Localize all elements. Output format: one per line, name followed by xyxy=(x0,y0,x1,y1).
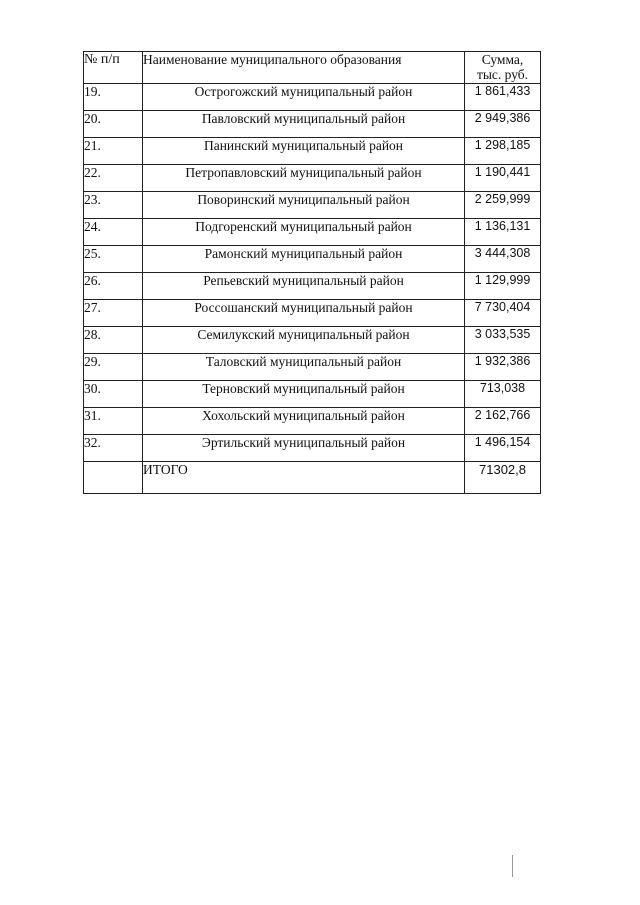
row-name: Поворинский муниципальный район xyxy=(143,192,465,219)
row-num: 22. xyxy=(84,165,143,192)
row-num: 31. xyxy=(84,408,143,435)
total-num xyxy=(84,462,143,494)
header-sum xyxy=(465,52,541,84)
row-sum: 1 298,185 xyxy=(465,138,541,165)
table-row xyxy=(84,246,541,273)
row-num: 25. xyxy=(84,246,143,273)
table-row xyxy=(84,165,541,192)
table-row xyxy=(84,354,541,381)
table-row xyxy=(84,381,541,408)
total-label: ИТОГО xyxy=(143,462,465,494)
row-num: 29. xyxy=(84,354,143,381)
table-row xyxy=(84,84,541,111)
table-row xyxy=(84,300,541,327)
row-name: Таловский муниципальный район xyxy=(143,354,465,381)
table-row xyxy=(84,435,541,462)
allocation-table xyxy=(83,51,541,494)
table-row xyxy=(84,219,541,246)
row-sum: 3 444,308 xyxy=(465,246,541,273)
row-name: Подгоренский муниципальный район xyxy=(143,219,465,246)
row-sum: 1 932,386 xyxy=(465,354,541,381)
row-sum: 2 949,386 xyxy=(465,111,541,138)
row-name: Россошанский муниципальный район xyxy=(143,300,465,327)
row-name: Хохольский муниципальный район xyxy=(143,408,465,435)
table-row xyxy=(84,111,541,138)
row-num: 27. xyxy=(84,300,143,327)
row-name: Семилукский муниципальный район xyxy=(143,327,465,354)
table-header-row xyxy=(84,52,541,84)
row-sum: 2 259,999 xyxy=(465,192,541,219)
row-num: 21. xyxy=(84,138,143,165)
margin-mark xyxy=(512,855,513,877)
row-name: Эртильский муниципальный район xyxy=(143,435,465,462)
row-name: Терновский муниципальный район xyxy=(143,381,465,408)
table-row xyxy=(84,327,541,354)
row-sum: 713,038 xyxy=(465,381,541,408)
row-sum: 1 861,433 xyxy=(465,84,541,111)
row-num: 26. xyxy=(84,273,143,300)
row-sum: 1 136,131 xyxy=(465,219,541,246)
row-num: 30. xyxy=(84,381,143,408)
total-row xyxy=(84,462,541,494)
table-row xyxy=(84,138,541,165)
header-num: № п/п xyxy=(84,52,143,84)
row-name: Панинский муниципальный район xyxy=(143,138,465,165)
row-sum: 1 129,999 xyxy=(465,273,541,300)
row-num: 20. xyxy=(84,111,143,138)
row-name: Рамонский муниципальный район xyxy=(143,246,465,273)
header-sum-line2: тыс. руб. xyxy=(476,67,529,82)
row-name: Павловский муниципальный район xyxy=(143,111,465,138)
row-num: 32. xyxy=(84,435,143,462)
row-name: Петропавловский муниципальный район xyxy=(143,165,465,192)
row-num: 23. xyxy=(84,192,143,219)
row-sum: 1 190,441 xyxy=(465,165,541,192)
header-sum-line1: Сумма, xyxy=(481,52,524,67)
table-row xyxy=(84,408,541,435)
row-sum: 2 162,766 xyxy=(465,408,541,435)
row-sum: 7 730,404 xyxy=(465,300,541,327)
table-row xyxy=(84,273,541,300)
row-num: 28. xyxy=(84,327,143,354)
table-row xyxy=(84,192,541,219)
header-name: Наименование муниципального образования xyxy=(143,52,465,84)
row-name: Репьевский муниципальный район xyxy=(143,273,465,300)
row-sum: 1 496,154 xyxy=(465,435,541,462)
row-name: Острогожский муниципальный район xyxy=(143,84,465,111)
row-num: 19. xyxy=(84,84,143,111)
row-sum: 3 033,535 xyxy=(465,327,541,354)
row-num: 24. xyxy=(84,219,143,246)
total-sum: 71302,8 xyxy=(465,462,541,494)
